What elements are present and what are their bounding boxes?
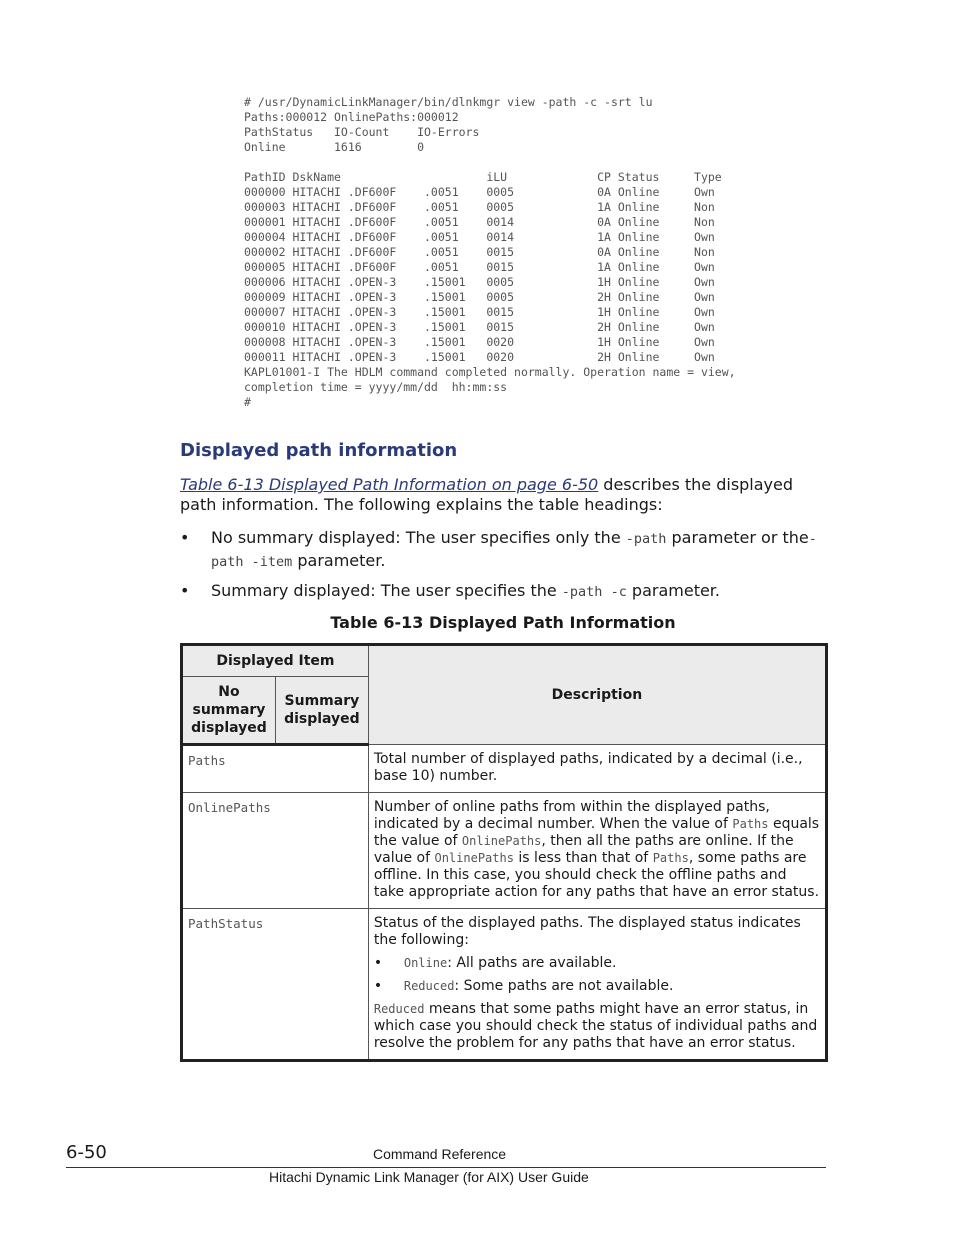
console-line: KAPL01001-I The HDLM command completed normally. Operation name = view,	[244, 365, 736, 379]
code-parameter: -path -c	[561, 584, 627, 600]
code-parameter: -path -item	[211, 531, 817, 570]
code-value: Reduced	[403, 979, 455, 993]
description-text: is less than that of	[513, 850, 653, 866]
bullet-icon: •	[373, 955, 383, 971]
list-text: No summary displayed: The user specifies only the	[211, 528, 626, 547]
list-item	[374, 955, 820, 972]
console-line: completion time = yyyy/mm/dd hh:mm:ss	[244, 380, 508, 394]
header-displayed-item: Displayed Item	[182, 645, 369, 677]
console-line: 000009 HITACHI .OPEN-3 .15001 0005 2H Online Own	[244, 290, 715, 304]
bullet-icon: •	[373, 978, 383, 994]
code-value: Reduced	[373, 1002, 425, 1016]
bullet-icon: •	[180, 528, 190, 547]
intro-paragraph	[180, 475, 830, 515]
footer-chapter: Command Reference	[373, 1146, 507, 1162]
console-line: 000010 HITACHI .OPEN-3 .15001 0015 2H Online Own	[244, 320, 715, 334]
list-text: parameter.	[292, 551, 386, 570]
status-list	[374, 955, 820, 995]
console-line: Paths:000012 OnlinePaths:000012	[244, 110, 459, 124]
console-line: # /usr/DynamicLinkManager/bin/dlnkmgr view -path -c -srt lu	[244, 95, 653, 109]
description-text: : All paths are available.	[447, 955, 617, 971]
list-item	[180, 580, 830, 603]
description-cell: Total number of displayed paths, indicated by a decimal (i.e., base 10) number.	[368, 745, 826, 793]
section-heading: Displayed path information	[180, 440, 458, 461]
console-line: Online 1616 0	[244, 140, 425, 154]
header-no-summary: No summary displayed	[182, 677, 276, 745]
page-number: 6-50	[66, 1142, 107, 1163]
description-text: equals the value of	[373, 816, 820, 849]
bullet-icon: •	[180, 581, 190, 600]
heading-explanation-list	[180, 527, 830, 610]
list-item	[180, 527, 830, 573]
table-row	[182, 909, 827, 1061]
item-cell: Paths	[182, 745, 369, 793]
console-line: 000001 HITACHI .DF600F .0051 0014 0A Online Non	[244, 215, 715, 229]
console-line: 000011 HITACHI .OPEN-3 .15001 0020 2H Online Own	[244, 350, 715, 364]
item-cell: OnlinePaths	[182, 793, 369, 909]
code-value: OnlinePaths	[434, 851, 514, 865]
table-row	[182, 793, 827, 909]
console-line: 000004 HITACHI .DF600F .0051 0014 1A Online Own	[244, 230, 715, 244]
description-cell	[368, 909, 826, 1061]
console-line: 000005 HITACHI .DF600F .0051 0015 1A Online Own	[244, 260, 715, 274]
header-summary: Summary displayed	[275, 677, 368, 745]
list-text: Summary displayed: The user specifies the	[211, 581, 562, 600]
code-value: Online	[403, 956, 448, 970]
code-value: OnlinePaths	[461, 834, 542, 848]
footer-divider	[66, 1167, 826, 1168]
list-text: parameter or the	[666, 528, 809, 547]
description-text: : Some paths are not available.	[454, 978, 674, 994]
console-line: 000008 HITACHI .OPEN-3 .15001 0020 1H Online Own	[244, 335, 715, 349]
description-text: Status of the displayed paths. The displayed status indicates the following:	[373, 915, 801, 948]
displayed-path-info-table	[180, 643, 828, 1062]
table-row	[182, 745, 827, 793]
console-line: 000003 HITACHI .DF600F .0051 0005 1A Online Non	[244, 200, 715, 214]
console-line: PathID DskName iLU CP Status Type	[244, 170, 722, 184]
console-line: 000002 HITACHI .DF600F .0051 0015 0A Online Non	[244, 245, 715, 259]
console-line: #	[244, 395, 251, 409]
console-line: 000000 HITACHI .DF600F .0051 0005 0A Online Own	[244, 185, 715, 199]
description-tail	[374, 1001, 820, 1052]
console-line: 000007 HITACHI .OPEN-3 .15001 0015 1H Online Own	[244, 305, 715, 319]
console-line: PathStatus IO-Count IO-Errors	[244, 125, 480, 139]
console-output	[244, 95, 844, 410]
description-text: means that some paths might have an error status, in which case you should check the status of individual paths and resolve the problem for any paths that have an error status.	[373, 1001, 818, 1051]
footer-book-title: Hitachi Dynamic Link Manager (for AIX) User Guide	[269, 1169, 589, 1185]
console-line: 000006 HITACHI .OPEN-3 .15001 0005 1H Online Own	[244, 275, 715, 289]
description-cell	[368, 793, 826, 909]
console-line	[244, 155, 844, 170]
description-text: , then all the paths are online. If the value of	[373, 833, 794, 866]
header-description: Description	[368, 645, 826, 745]
description-text: Number of online paths from within the displayed paths, indicated by a decimal number. When the value of	[373, 799, 770, 832]
description-text: , some paths are offline. In this case, you should check the offline paths and take appropriate action for any paths that have an error status.	[373, 850, 820, 900]
code-parameter: -path	[625, 531, 667, 547]
table-cross-reference-link[interactable]: Table 6-13 Displayed Path Information on page 6-50	[180, 475, 599, 494]
list-text: parameter.	[626, 581, 720, 600]
code-value: Paths	[732, 817, 769, 831]
table-caption: Table 6-13 Displayed Path Information	[330, 613, 676, 632]
list-item	[374, 978, 820, 995]
code-value: Paths	[652, 851, 689, 865]
intro-text: describes the displayed path information. The following explains the table headings:	[180, 475, 794, 514]
item-cell: PathStatus	[182, 909, 369, 1061]
